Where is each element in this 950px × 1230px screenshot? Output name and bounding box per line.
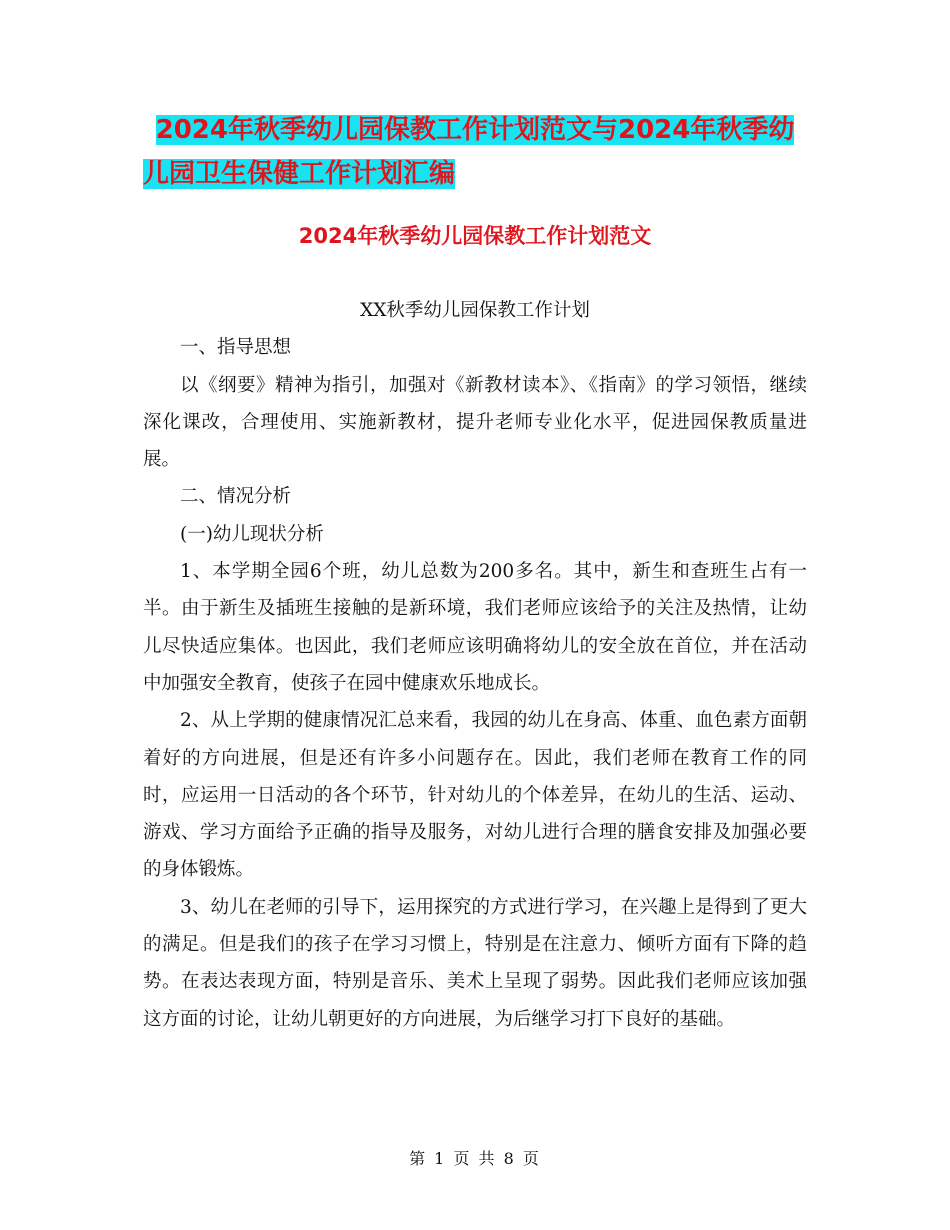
page-footer: 第 1 页 共 8 页 <box>409 1149 541 1168</box>
title-highlight: 儿园卫生保健工作计划汇编 <box>143 159 456 189</box>
section-title: 2024年秋季幼儿园保教工作计划范文 <box>298 224 652 248</box>
document-body <box>143 292 807 1038</box>
paragraph: 1、本学期全园6个班，幼儿总数为200多名。其中，新生和查班生占有一半。由于新生及插班生接触的是新环境，我们老师应该给予的关注及热情，让幼儿尽快适应集体。也因此，我们老师应该明确将幼儿的安全放在首位，并在活动中加强安全教育，使孩子在园中健康欢乐地成长。 <box>143 561 807 694</box>
heading-guiding-ideology: 一、指导思想 <box>180 337 292 359</box>
title-highlight: 2024年秋季幼儿园保教工作计划范文与2024年秋季幼 <box>155 115 795 145</box>
paragraph: 3、幼儿在老师的引导下，运用探究的方式进行学习，在兴趣上是得到了更大的满足。但是我们的孩子在学习习惯上，特别是在注意力、倾听方面有下降的趋势。在表达表现方面，特别是音乐、美术上呈现了弱势。因此我们老师应该加强这方面的讨论，让幼儿朝更好的方向进展，为后继学习打下良好的基础。 <box>143 896 807 1030</box>
paragraph: 2、从上学期的健康情况汇总来看，我园的幼儿在身高、体重、血色素方面朝着好的方向进展，但是还有许多小问题存在。因此，我们老师在教育工作的同时，应运用一日活动的各个环节，针对幼儿的个体差异，在幼儿的生活、运动、游戏、学习方面给予正确的指导及服务，对幼儿进行合理的膳食安排及加强必要的身体锻炼。 <box>143 710 807 881</box>
document-title-line-2 <box>0 152 950 196</box>
paragraph: 以《纲要》精神为指引，加强对《新教材读本》、《指南》的学习领悟，继续深化课改，合理使用、实施新教材，提升老师专业化水平，促进园保教质量进展。 <box>143 374 807 471</box>
document-subtitle: XX秋季幼儿园保教工作计划 <box>360 300 590 321</box>
heading-situation-analysis: 二、情况分析 <box>180 486 292 508</box>
document-title-line-1 <box>0 108 950 152</box>
subheading-children-status: (一)幼儿现状分析 <box>180 523 324 545</box>
